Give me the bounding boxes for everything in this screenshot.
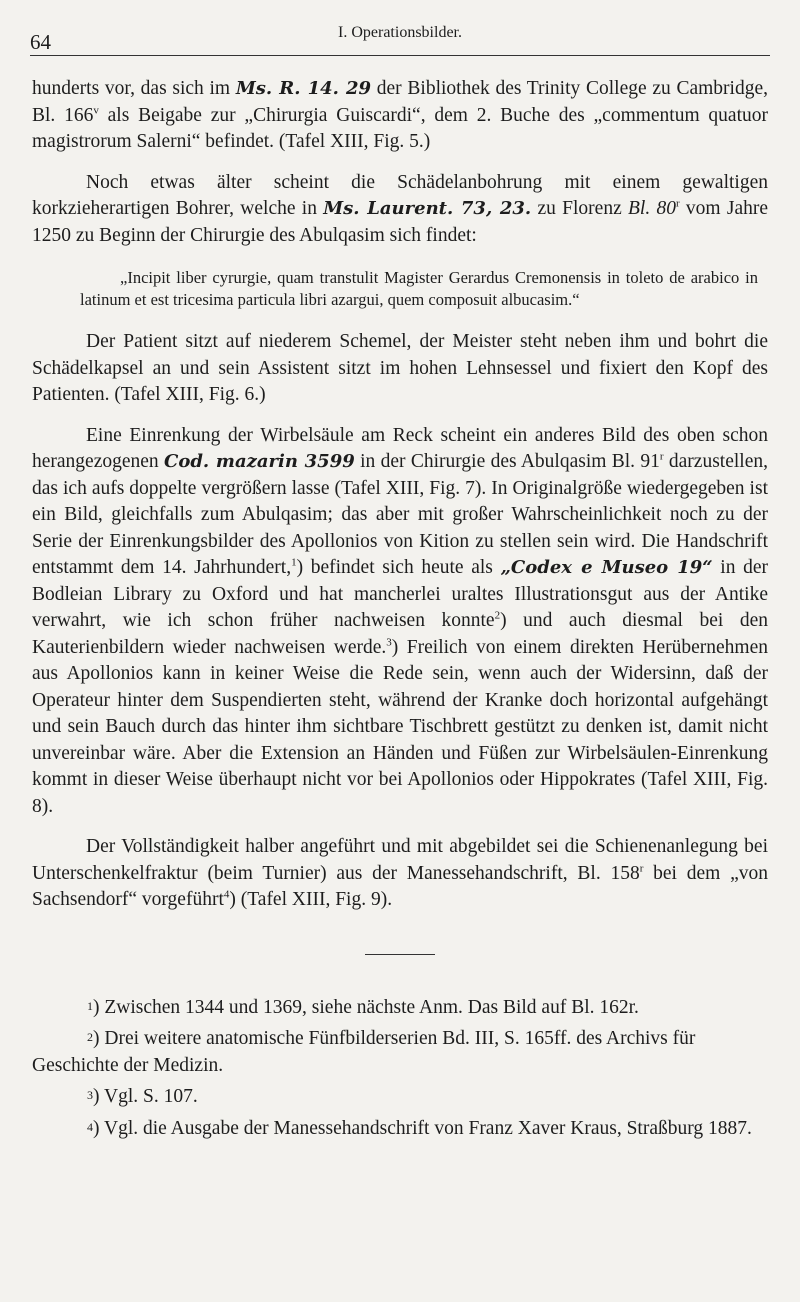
paragraph-4 — [32, 423, 768, 821]
text-run: in der Chirurgie des Abulqasim Bl. 91 — [354, 451, 660, 472]
superscript: r — [659, 450, 664, 463]
footnote — [32, 1024, 768, 1079]
footnote-mark: 1 — [87, 998, 93, 1013]
footnote-mark: 2 — [87, 1030, 93, 1044]
footnote — [32, 1114, 768, 1143]
superscript: r — [675, 197, 680, 210]
manuscript-reference: Ms. Laurent. 73, 23. — [323, 198, 532, 219]
manuscript-reference: „Codex e Museo 19“ — [500, 557, 713, 578]
text-run: als Beigabe zur „Chirurgia Guiscardi“, dem 2. Buche des „commentum quatuor magistrorum Salerni“ befindet. (Tafel XIII, Fig. 5.) — [32, 104, 768, 152]
text-run: ) und auch diesmal bei den Kauterienbildern wieder nachweisen werde. — [32, 610, 769, 658]
text-run: Der Vollständigkeit halber angeführt und mit abgebildet sei die Schienenanlegung bei Unterschenkelfraktur (beim Turnier) aus der Manessehandschrift, Bl. 158 — [32, 836, 768, 884]
text-run: ) (Tafel XIII, Fig. 9). — [229, 889, 393, 910]
page-header — [30, 24, 770, 60]
footnotes — [32, 993, 768, 1143]
superscript: r — [639, 862, 644, 874]
text-run: in der Bodleian Library zu Oxford und hat mancherlei uraltes Illustrationsgut aus der Antike verwahrt, wie ich schon früher nachweisen konnte — [32, 557, 769, 631]
paragraph-1 — [32, 76, 768, 156]
text-run: vom Jahre 1250 zu Beginn der Chirurgie des Abulqasim sich findet: — [32, 198, 769, 246]
footnote-mark: 4 — [87, 1119, 93, 1134]
footnote-separator — [365, 954, 435, 955]
text-run: hunderts vor, das sich im — [32, 78, 236, 99]
paragraph-2 — [32, 170, 768, 250]
manuscript-reference: Ms. R. 14. 29 — [235, 78, 372, 99]
footnote — [32, 1082, 768, 1111]
superscript: v — [93, 104, 99, 116]
footnote-mark: 3 — [87, 1088, 93, 1102]
footnote-ref[interactable]: 2 — [494, 609, 501, 622]
body-text — [32, 76, 768, 1145]
text-run: darzustellen, das ich aufs doppelte vergrößern lasse (Tafel XIII, Fig. 7). In Originalgröße wiedergegeben ist ein Bild, gleichfalls zum Abulqasim; das aber mit großer Wahrscheinlichkeit noch zu der Serie der Einrenkungsbilder des Apollonios von Kition zu stellen sein wird. Die Handschrift entstammt dem 14. Jahrhundert, — [32, 451, 768, 578]
latin-quote: „Incipit liber cyrurgie, quam transtulit Magister Gerardus Cremonensis in toleto de arabico in latinum et est tricesima particula libri azargui, quem composuit albucasim.“ — [80, 268, 758, 309]
text-run: Noch etwas älter scheint die Schädelanbohrung mit einem gewaltigen korkzieherartigen Bohrer, welche in — [32, 171, 768, 219]
paragraph-3: Der Patient sitzt auf niederem Schemel, der Meister steht neben ihm und bohrt die Schädelkapsel an und sein Assistent sitzt im hohen Lehnsessel und fixiert den Kopf des Patienten. (Tafel XIII, Fig. 6.) — [32, 331, 768, 405]
footnote-text: ) Vgl. die Ausgabe der Manessehandschrift von Franz Xaver Kraus, Straßburg 1887. — [93, 1117, 752, 1139]
header-rule — [30, 55, 770, 56]
text-run: bei dem „von Sachsendorf“ vorgeführt — [32, 862, 768, 910]
footnote-text: ) Vgl. S. 107. — [93, 1086, 198, 1107]
text-run: der Bibliothek des Trinity College zu Cambridge, Bl. 166 — [32, 78, 768, 126]
footnote-ref[interactable]: 1 — [291, 556, 297, 569]
italic-run: Bl. 80 — [628, 198, 676, 219]
footnote-text: ) Drei weitere anatomische Fünfbilderserien Bd. III, S. 165ff. des Archivs für Geschichte der Medizin. — [32, 1028, 696, 1076]
text-run: ) befindet sich heute als — [296, 557, 501, 578]
footnote-ref[interactable]: 4 — [223, 888, 230, 901]
footnote-ref[interactable]: 3 — [386, 636, 392, 648]
paragraph-5 — [32, 834, 768, 914]
page-number: 64 — [30, 30, 51, 54]
text-run: zu Florenz — [531, 198, 628, 219]
manuscript-reference: Cod. mazarin 3599 — [164, 451, 355, 472]
text-run: ) Freilich von einem direkten Herübernehmen aus Apollonios kann in keiner Weise die Rede sein, wenn auch der Widersinn, daß der Operateur hinter dem Suspendierten steht, während der Kranke doch horizontal aufgehängt und sein Bauch durch das hinter ihm sichtbare Tischbrett gestützt zu denken ist, damit nicht unvereinbar wäre. Aber die Extension an Händen und Füßen zur Wirbelsäulen-Einrenkung kommt in dieser Weise überhaupt nicht vor bei Apollonios oder Hippokrates (Tafel XIII, Fig. 8). — [32, 636, 768, 817]
text-run: Eine Einrenkung der Wirbelsäule am Reck scheint ein anderes Bild des oben schon herangezogenen — [32, 424, 768, 472]
running-title: I. Operationsbilder. — [338, 24, 462, 41]
footnote-text: ) Zwischen 1344 und 1369, siehe nächste Anm. Das Bild auf Bl. 162r. — [93, 996, 639, 1018]
footnote — [32, 993, 768, 1022]
